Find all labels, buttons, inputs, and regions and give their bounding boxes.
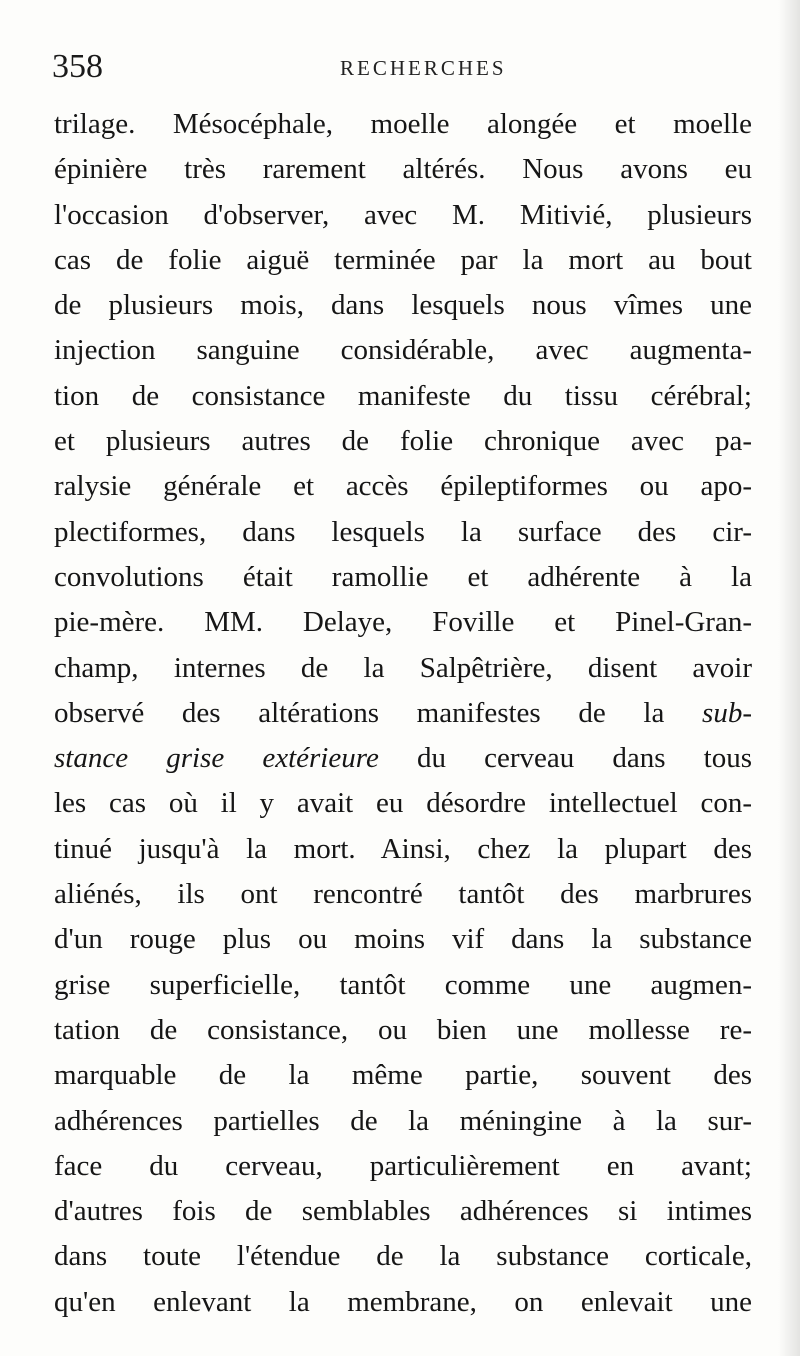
text-line: tion de consistance manifeste du tissu cérébral; [54, 379, 752, 412]
text-line: face du cerveau, particulièrement en avant; [54, 1149, 752, 1182]
text-line: tinué jusqu'à la mort. Ainsi, chez la plupart des [54, 832, 752, 865]
text-line: stance grise extérieure du cerveau dans tous [54, 742, 752, 775]
text-line: d'un rouge plus ou moins vif dans la substance [54, 923, 752, 956]
text-line: épinière très rarement altérés. Nous avons eu [54, 153, 752, 186]
text-line: tation de consistance, ou bien une mollesse re- [54, 1013, 752, 1046]
text-line: les cas où il y avait eu désordre intellectuel con- [54, 787, 752, 820]
text-line: cas de folie aiguë terminée par la mort au bout [54, 243, 752, 276]
italic-text: sub- [702, 696, 752, 729]
text-line: dans toute l'étendue de la substance corticale, [54, 1240, 752, 1273]
text-line: d'autres fois de semblables adhérences si intimes [54, 1195, 752, 1228]
text-line: trilage. Mésocéphale, moelle alongée et moelle [54, 108, 752, 140]
text-line: et plusieurs autres de folie chronique avec pa- [54, 425, 752, 458]
text-line: champ, internes de la Salpêtrière, disent avoir [54, 651, 752, 684]
page-number: 358 [52, 48, 103, 85]
page-header [52, 42, 752, 92]
running-head: RECHERCHES [340, 56, 507, 80]
page-edge-shadow [778, 0, 800, 1356]
text-line: observé des altérations manifestes de la sub- [54, 696, 752, 729]
text-line: adhérences partielles de la méningine à la sur- [54, 1104, 752, 1137]
text-line: pie-mère. MM. Delaye, Foville et Pinel-Gran- [54, 606, 752, 639]
text-line: aliénés, ils ont rencontré tantôt des marbrures [54, 878, 752, 911]
text-line: qu'en enlevant la membrane, on enlevait une [54, 1285, 752, 1318]
text-line: l'occasion d'observer, avec M. Mitivié, plusieurs [54, 198, 752, 231]
italic-text: stance grise extérieure [54, 742, 379, 775]
text-line: ralysie générale et accès épileptiformes ou apo- [54, 470, 752, 503]
text-line: grise superficielle, tantôt comme une augmen- [54, 968, 752, 1001]
text-line: convolutions était ramollie et adhérente à la [54, 560, 752, 593]
text-line: marquable de la même partie, souvent des [54, 1059, 752, 1092]
text-line: injection sanguine considérable, avec augmenta- [54, 334, 752, 367]
text-line: plectiformes, dans lesquels la surface des cir- [54, 515, 752, 548]
text-line: de plusieurs mois, dans lesquels nous vîmes une [54, 289, 752, 322]
body-text [54, 102, 752, 1325]
